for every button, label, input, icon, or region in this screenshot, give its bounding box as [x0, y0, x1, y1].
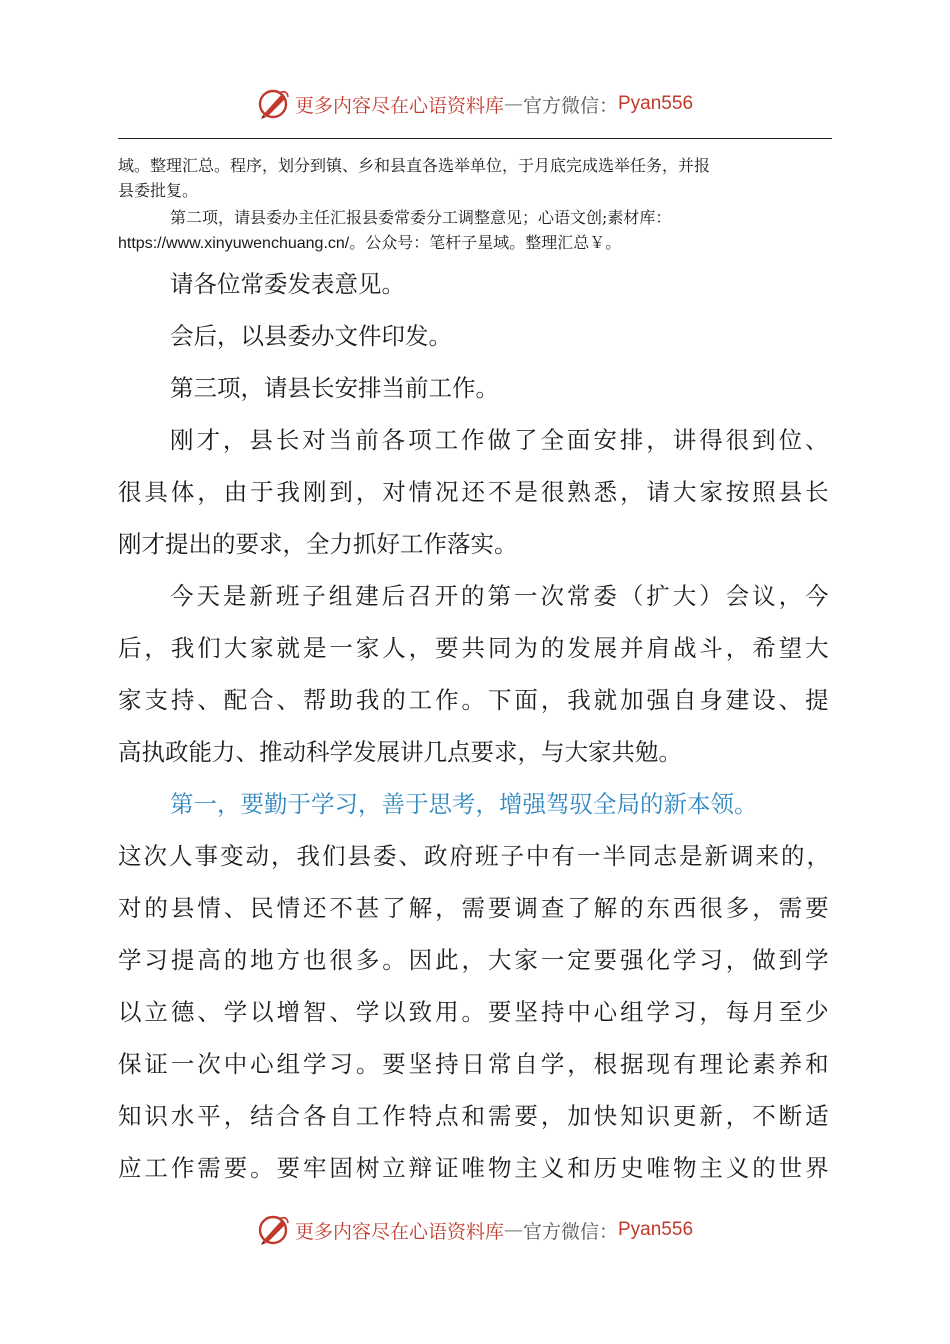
small-text-rest: 。公众号：笔杆子星域。整理汇总￥。	[349, 233, 622, 252]
pen-logo-icon	[257, 87, 291, 121]
banner-title: 更多内容尽在心语资料库	[294, 94, 504, 117]
small-text-line-url	[118, 230, 838, 256]
body-line: 学习提高的地方也很多。因此，大家一定要强化学习，做到学	[118, 946, 832, 974]
header-divider	[118, 138, 832, 139]
body-line: 保证一次中心组学习。要坚持日常自学，根据现有理论素养和	[118, 1050, 832, 1078]
banner-separator: —	[503, 1219, 523, 1241]
banner-wechat-label: 官方微信：	[522, 1220, 618, 1243]
body-line: 应工作需要。要牢固树立辩证唯物主义和历史唯物主义的世界	[118, 1154, 832, 1182]
body-line: 家支持、配合、帮助我的工作。下面，我就加强自身建设、提	[118, 686, 832, 714]
section-heading: 第一，要勤于学习，善于思考，增强驾驭全局的新本领。	[170, 790, 758, 818]
body-line: 刚才提出的要求，全力抓好工作落实。	[118, 530, 518, 558]
source-url-link[interactable]: https://www.xinyuwenchuang.cn/	[118, 235, 350, 252]
banner-wechat-id: Pyan556	[618, 93, 694, 114]
pen-logo-icon	[257, 1213, 291, 1247]
footer-banner	[0, 1210, 950, 1250]
banner-wechat-label: 官方微信：	[522, 94, 618, 117]
small-text-line: 域。整理汇总。程序，划分到镇、乡和县直各选举单位，于月底完成选举任务，并报	[118, 156, 711, 175]
body-line: 第三项，请县长安排当前工作。	[170, 374, 499, 402]
banner-separator: —	[503, 93, 523, 115]
body-line: 会后，以县委办文件印发。	[170, 322, 452, 350]
body-line: 高执政能力、推动科学发展讲几点要求，与大家共勉。	[118, 738, 682, 766]
header-banner	[0, 84, 950, 124]
body-line: 请各位常委发表意见。	[170, 270, 405, 298]
banner-wechat-id: Pyan556	[618, 1219, 694, 1240]
body-line: 以立德、学以增智、学以致用。要坚持中心组学习，每月至少	[118, 998, 832, 1026]
body-line: 刚才，县长对当前各项工作做了全面安排，讲得很到位、	[170, 426, 832, 454]
body-line: 后，我们大家就是一家人，要共同为的发展并肩战斗，希望大	[118, 634, 832, 662]
banner-title: 更多内容尽在心语资料库	[294, 1220, 504, 1243]
body-line: 很具体，由于我刚到，对情况还不是很熟悉，请大家按照县长	[118, 478, 832, 506]
small-text-line: 县委批复。	[118, 181, 199, 200]
body-line: 对的县情、民情还不甚了解，需要调查了解的东西很多，需要	[118, 894, 832, 922]
body-line: 这次人事变动，我们县委、政府班子中有一半同志是新调来的，	[118, 842, 832, 870]
small-text-line: 第二项，请县委办主任汇报县委常委分工调整意见；心语文创;素材库：	[170, 208, 672, 227]
body-line: 今天是新班子组建后召开的第一次常委（扩大）会议，今	[170, 582, 832, 610]
body-line: 知识水平，结合各自工作特点和需要，加快知识更新，不断适	[118, 1102, 832, 1130]
